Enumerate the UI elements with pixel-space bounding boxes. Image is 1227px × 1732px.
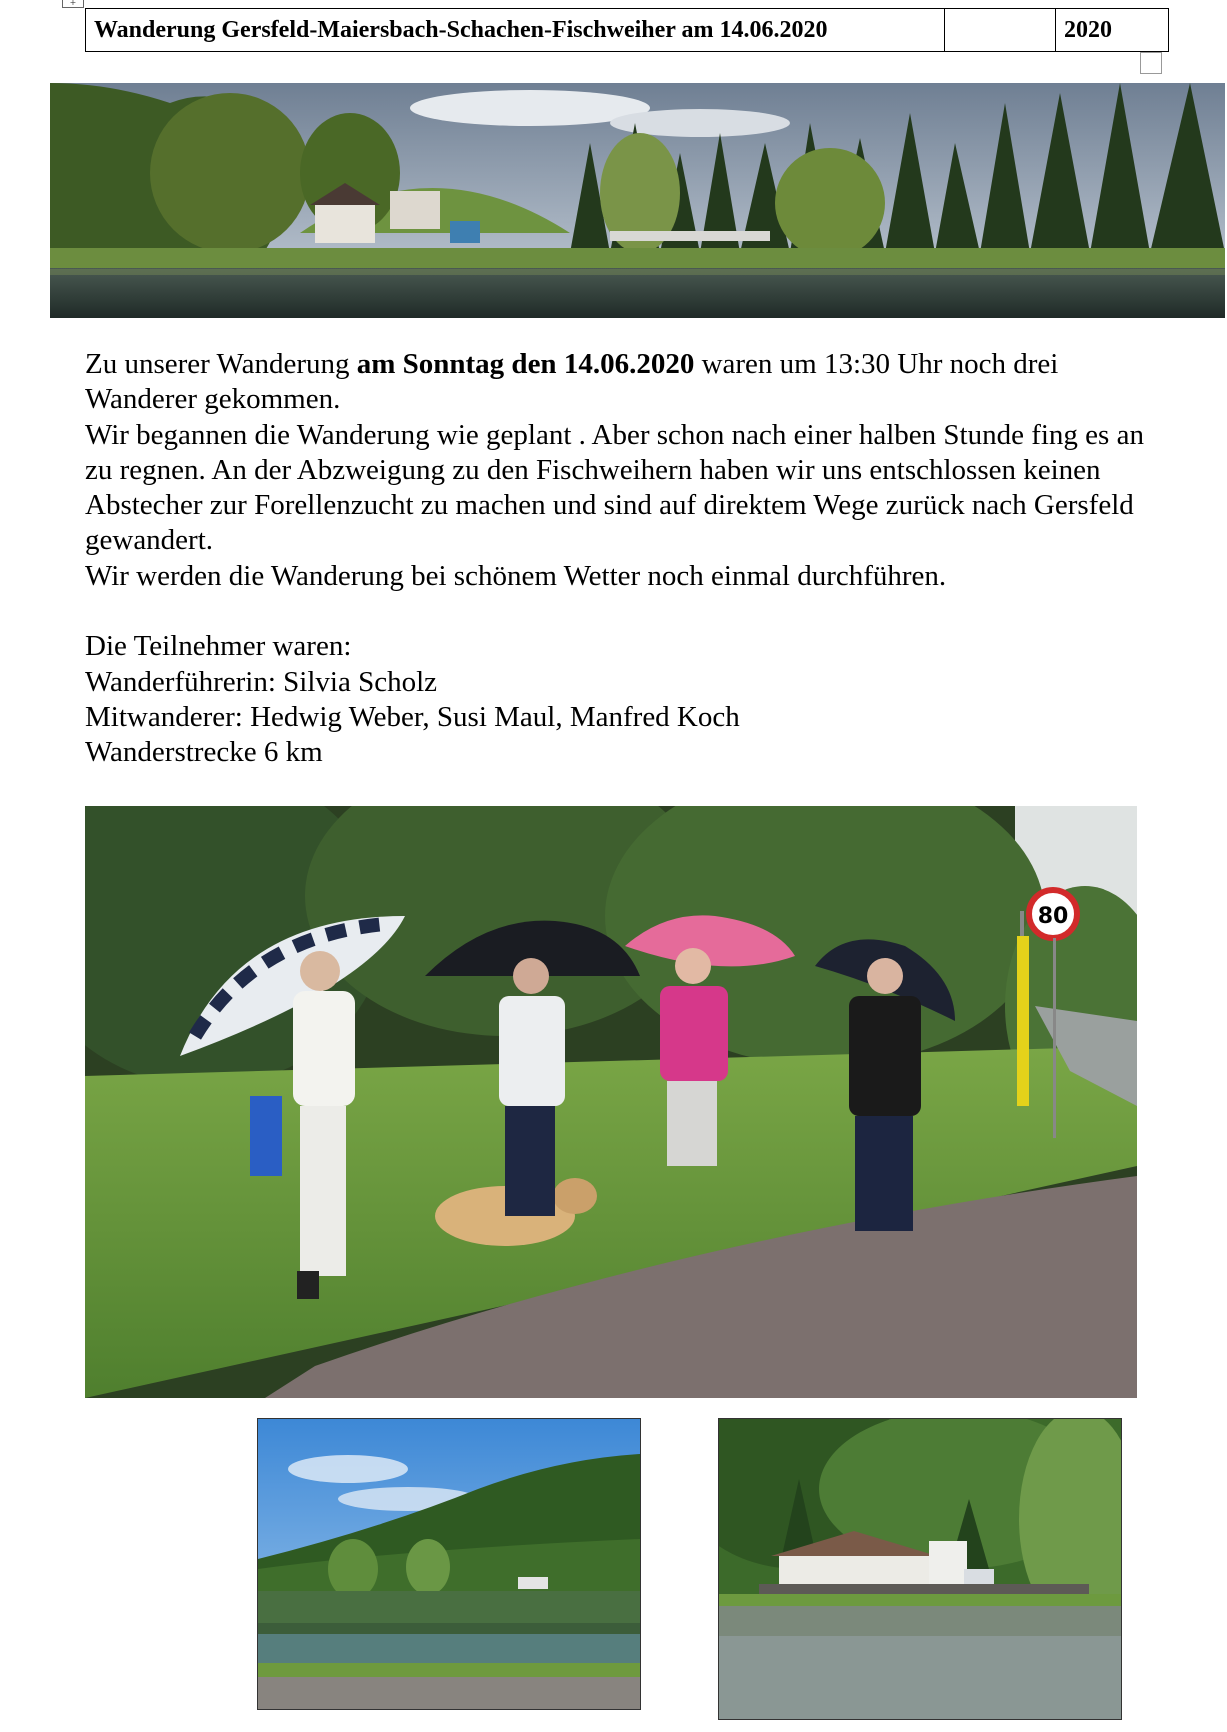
participants-distance: Wanderstrecke 6 km [85,736,323,769]
header-empty-cell [945,9,1056,52]
photo-group-umbrellas [85,806,1137,1398]
intro-date-bold: am Sonntag den 14.06.2020 [356,348,695,380]
photo-lake-panorama [50,83,1225,318]
table-resize-handle[interactable] [1140,52,1162,74]
photo-lake-hill [257,1418,641,1710]
participants-heading: Die Teilnehmer waren: [85,630,352,663]
intro-paragraph [85,347,1165,418]
intro-text-start: Zu unserer Wanderung [85,348,357,380]
photo-lake-restaurant [718,1418,1122,1720]
header-year: 2020 [1056,9,1169,52]
participants-leader: Wanderführerin: Silvia Scholz [85,665,438,698]
table-move-handle[interactable]: + [62,0,84,8]
speed-limit-value: 80 [1037,904,1069,929]
intro-text-end: waren um 13:30 Uhr noch drei Wanderer gekommen. [85,348,1059,416]
repeat-paragraph: Wir werden die Wanderung bei schönem Wetter noch einmal durchführen. [85,559,947,592]
header-title: Wanderung Gersfeld-Maiersbach-Schachen-Fischweiher am 14.06.2020 [86,9,945,52]
course-paragraph: Wir begannen die Wanderung wie geplant . Aber schon nach einer halben Stunde fing es an zu regnen. An der Abzweigung zu den Fischweihern haben wir uns entschlossen keinen Abstecher zur Forellenzucht zu machen und sind auf direktem Wege zurück nach Gersfeld gewandert. [85,418,1144,557]
participants-companions: Mitwanderer: Hedwig Weber, Susi Maul, Manfred Koch [85,700,740,733]
report-text [85,347,1165,771]
speed-limit-sign [1029,890,1077,938]
header-table [85,8,1169,52]
